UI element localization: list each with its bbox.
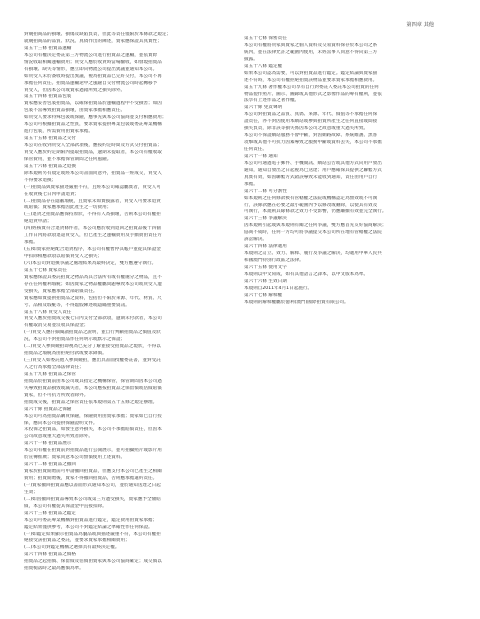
text-line: 第六十一條 拍賣品展示	[24, 441, 72, 447]
text-line: 賣家，但不可抗力所致者除外。	[24, 392, 89, 398]
text-line: 拍賣品於拍賣前由本公司或其指定之機構保管，保管期間因本公司過	[24, 378, 162, 384]
text-line: 生效；	[24, 489, 38, 495]
text-line: 第五十七條 賣家責任	[24, 267, 67, 273]
text-line: 或賠償；賣家應承擔因此產生之一切費用；	[24, 205, 112, 211]
text-line: 第六十四條 法律適用	[244, 244, 287, 250]
text-line: 第五十八條 鑑定權	[244, 63, 283, 69]
text-line: 第六十二條 拍賣品之撤回	[24, 462, 76, 468]
text-line: 拍賣品之瑕疵為由拒絕付款或要求降價。	[24, 351, 107, 357]
text-line: (一)買受人應仔細閱讀拍賣品之說明，並自行判斷拍賣品之價值及狀	[24, 330, 161, 336]
text-line: (一)賣家撤回拍賣品應以書面形式通知本公司，並於通知送達之日起	[24, 482, 161, 488]
text-line: 工作日內將款項退還買受人，但已產生之運輸費用及手續費由責任方	[24, 233, 162, 239]
text-line: 如買受人要求特殊包裝或保險，應事先與本公司協商並支付相應費用；	[24, 115, 167, 121]
text-line: 賣家應如實提供拍賣品之資料，包括但不限於來源、年代、材質、尺	[24, 295, 162, 301]
text-line: 鑑定結果僅供參考，本公司不對鑑定結論之準確性作任何保證。	[24, 524, 153, 530]
text-line: 因本規則引起或與本規則有關之任何爭議，雙方應首先友好協商解決；	[244, 223, 387, 229]
text-line: 協商不成時，任何一方均可將爭議提交本公司所在地有管轄權之法院	[244, 230, 382, 236]
text-line: 費用；拍賣開始後，賣家不得撤回拍賣品，否則應承擔違約責任。	[24, 476, 158, 481]
text-line: (三)買受人如委託他人參與競拍，應出具書面授權委託書，並對受託	[24, 358, 161, 364]
text-line: 述不符時，本公司有權拒絕拍賣該物品並要求賣家承擔相應費用。	[244, 77, 378, 83]
text-line: 本公司在收到買受人全部款項後，應按約定時間及方式交付拍賣品；	[24, 143, 162, 148]
text-line: 第五十九條 著作權本公司享有自行對委託人委託本公司拍賣的任何	[244, 84, 379, 90]
text-line: 第六十四條 拍賣品之價格	[24, 552, 76, 558]
text-line: 本規則自2011年4月1日起施行。	[244, 285, 313, 291]
text-line: 除本規則另有規定或經本公司書面同意外，拍賣品一經成交，買受人	[24, 170, 162, 176]
text-line: 受損失，賣家應承擔全部賠償責任。	[24, 288, 98, 294]
text-line: 情況收取相關運輸費用；買受人應於收貨時當場驗收，如發現拍賣品	[24, 59, 162, 65]
text-line: 可執行，本規則其餘條款之效力不受影響，仍應繼續有效並完全執行。	[244, 209, 387, 215]
text-line: (二)如因撤回拍賣品導致本公司或第三方遭受損失，賣家應予全額賠	[24, 496, 161, 502]
text-line: 本公司不保證網站服務不會中斷，對因網路故障、系統維護、黑客	[244, 133, 378, 139]
text-line: 本規則以中文寫成，如有其他語言之譯本，以中文版本為準。	[244, 271, 369, 277]
text-line: 訴訟解決。	[244, 237, 267, 243]
text-line: 第五十六條 拍賣品之退換	[24, 163, 76, 169]
text-line: 未投保之拍賣品，如發生意外損失，本公司不承擔賠償責任，但因本	[24, 427, 162, 433]
text-line: 存在任何權利瑕疵；如因賣家之物品權屬問題導致本公司或買受人遭	[24, 281, 162, 287]
text-line: 本公司對拍賣品之品質、真偽、來源、年代、價值等不承擔任何保	[244, 112, 378, 118]
text-line: 第五十七條 保密責任	[244, 36, 287, 41]
text-line: 第六十七條 解釋權	[244, 292, 283, 298]
text-line: 賣家應妥善包裝拍賣品，以確保拍賣品於運輸過程中不受損害；如因	[24, 101, 162, 107]
text-line: 物品製作照片、圖示、圖錄或其他形式之影像作品的專有權利，並依	[244, 91, 382, 97]
left-text-column	[24, 32, 222, 573]
text-line: 任何責任。	[244, 147, 267, 152]
text-line: 本規則的解釋權屬於億利(澳門)國際拍賣有限公司。	[244, 299, 349, 305]
text-line: 賣家於拍賣開始前可申請撤回拍賣品，但應支付本公司已產生之相關	[24, 469, 162, 475]
text-line: 如本規則之任何條款被有管轄權之法院或機構認定為無效或不可執	[244, 195, 378, 201]
text-line: 拍賣成交後，拍賣品之保管責任依本規則第五十五條之規定辦理。	[24, 399, 158, 405]
text-line: 本公司可委託專業機構對拍賣品進行鑑定，鑑定費用由賣家承擔；	[24, 517, 158, 523]
text-line: 賣家應保證其委託拍賣之物品為其合法所有或有權處分之物品，且不	[24, 274, 162, 280]
text-line: 攻擊或其他不可抗力因素導致之服務中斷或資料丟失，本公司不承擔	[244, 140, 382, 146]
text-line: 真實有效，如因聯繫方式錯誤導致未能收到通知，責任由用戶自行	[244, 174, 378, 180]
text-line: 第六十條 拍賣品之保險	[24, 406, 72, 412]
text-line: 第五十八條 買受人責任	[24, 309, 72, 315]
text-line: 如買受人未於簽收時提出異議，視為拍賣品已完好交付，本公司不再	[24, 73, 162, 79]
text-line: 損失負責，除非該等損失係因本公司之故意或重大過失所致。	[244, 126, 369, 132]
text-line: 本公司可根據拍賣品之性質，要求賣家提供專業包裝或委託專業機構	[24, 122, 162, 128]
text-line: 買受人應於約定期限內提取拍賣品，逾期未提取者，本公司有權收取	[24, 149, 162, 155]
text-line: 第五十四條 拍賣品包裝	[24, 94, 72, 100]
text-line: 本公司有權決定委託第三方物流公司進行拍賣品之運輸，並依實際	[24, 52, 158, 58]
text-line: 第六十三條 爭議解決	[244, 216, 287, 222]
text-line: (二)拍賣品存在隱蔽瑕疵，且賣家未如實披露者，買受人可要求退貨	[24, 198, 161, 204]
text-line: 進行包裝，所需費用由賣家承擔。	[24, 129, 93, 135]
text-line: 如果本公司認為需要，可以對拍賣品進行鑑定。鑑定結論與賣家描	[244, 70, 378, 76]
text-line: (四)經核實符合退貨條件者，本公司應於收到退回之拍賣品後十四個	[24, 226, 161, 232]
text-line: 第六十六條 生效日期	[244, 278, 287, 284]
text-line: 絕接受該拍賣品之委託，並要求賣家承擔相關費用；	[24, 538, 130, 544]
text-line: 行，該條款應在必要之最小範圍內予以修改或刪除，以使其有效及	[244, 202, 378, 208]
text-line: 承擔。	[24, 240, 38, 246]
text-line: 第六十五條 使用文字	[244, 264, 287, 270]
text-line: 本公司有權在拍賣前對拍賣品進行公開展示，並可拍攝照片或影片用	[24, 448, 162, 454]
text-line: 承擔。	[244, 181, 258, 187]
text-line: 保管費用，並不承擔保管期間之任何風險。	[24, 156, 112, 162]
text-line: 失導致拍賣品損毀或滅失者，本公司應按拍賣品之保留價或估價賠償	[24, 385, 162, 391]
text-line: 第五十九條 拍賣品之保管	[24, 371, 76, 377]
text-line: (一)如鑑定結果顯示拍賣品為贗品或與描述嚴重不符，本公司有權拒	[24, 531, 161, 537]
text-line: 本公司有權將買家與賣家之個人資料及交易資料保存於本公司之系	[244, 42, 378, 48]
running-header: 第四章 其他	[406, 22, 434, 28]
text-line: 中扣除相應款項以賠償買受人之損失；	[24, 254, 103, 259]
text-line: 通知，通知自發出之日起視為已送達；用戶應確保其提供之聯繫方式	[244, 167, 382, 173]
text-line: 有損壞、缺失等情形，應立即向物流公司提出異議並通知本公司。	[24, 66, 158, 72]
text-line: 第六十三條 拍賣品之鑑定	[24, 510, 76, 516]
text-line: 買受人應於拍賣成交後七日內支付全部款項，逾期未付款者，本公司	[24, 316, 162, 322]
text-line: 第六十一條 通知	[244, 153, 278, 159]
text-line: 和國澳門特別行政區之法律。	[244, 258, 304, 263]
text-line: 拍賣槌落時之最高應價為準。	[24, 566, 84, 572]
text-line: (六)本公司對退換爭議之處理結果為最終決定，雙方應遵守執行。	[24, 260, 157, 266]
text-line: (二)買受人參與競拍即視為已充分了解並接受拍賣品之現狀，不得以	[24, 344, 161, 350]
text-line: 絕退貨申請；	[24, 219, 52, 225]
text-line: 第六十條 免責聲明	[244, 105, 283, 111]
text-line: 於宣傳推廣；賣家同意本公司無償使用上述資料。	[24, 455, 126, 461]
text-line: 保，應向本公司提供保險證明文件。	[24, 420, 98, 426]
text-line: 對競拍商品的損壞、損傷及缺陷負責，但此等責任僅限於本條款之規定；	[24, 32, 172, 37]
text-line: 就競拍商品的品質、狀況、真偽作出的陳述，賣家應保證其真實性；	[24, 38, 162, 44]
text-line: 第五十五條 拍賣品之交付	[24, 136, 76, 142]
text-line: 本公司可為拍賣品購買保險，保險費用由賣家承擔；賣家如已自行投	[24, 413, 162, 419]
text-line: 承擔任何責任。拍賣品運輸途中之風險自交付物流公司時起轉移予	[24, 80, 158, 86]
text-line: 第六十二條 可分割性	[244, 188, 287, 194]
text-line: 法享有上述作品之著作權。	[244, 98, 300, 104]
text-line: 本規則之訂立、效力、解釋、履行及爭議之解決，均適用中華人民共	[244, 251, 382, 257]
text-line: 證責任，亦不對因使用本網站或參與拍賣所產生之任何直接或間接	[244, 119, 378, 125]
text-line: (一)拍賣品與賣家描述嚴重不符，且經本公司確認屬實者，買受人可	[24, 184, 161, 190]
text-line: 不得要求退換；	[24, 177, 57, 183]
text-line: 包裝不當導致拍賣品損壞，由賣家承擔相應責任。	[24, 108, 126, 114]
text-line: 在收貨後七日內申請退貨；	[24, 191, 80, 197]
text-line: 人之行為承擔全部法律責任；	[24, 365, 84, 370]
text-line: 買受人，但因本公司或賣家過錯所致之損失除外。	[24, 87, 126, 93]
text-line: 況，本公司不對拍賣品作任何明示或默示之保證；	[24, 337, 126, 343]
text-line: (五)如賣家拒絕配合退貨程序，本公司有權暫停其帳戶並從其保證金	[24, 247, 161, 253]
right-text-column	[244, 36, 442, 307]
text-line: 寸、品相及瑕疵等，不得虛假陳述或隱瞞重要資訊。	[24, 302, 130, 308]
text-line: (三)退貨之拍賣品應保持原狀，不得有人為損壞，否則本公司有權拒	[24, 212, 161, 218]
text-line: 公司故意或重大過失所致者除外。	[24, 434, 93, 440]
text-line: 償，本公司有權從其保證金中直接扣除。	[24, 503, 107, 509]
text-line: (二)本公司對鑑定機構之選擇具有最終決定權。	[24, 545, 120, 551]
text-line: 統內，並在法律允許之範圍內使用，未經當事人同意不得向第三方	[244, 49, 378, 55]
text-line: 拍賣品之起拍價、保留價及估價由賣家與本公司協商確定；成交價以	[24, 559, 162, 565]
text-line: 披露。	[244, 56, 258, 62]
text-line: 有權取消交易並沒收其保證金；	[24, 323, 89, 329]
text-line: 本公司可通過電子郵件、手機簡訊、網站公告或其他方式向用戶發出	[244, 160, 382, 166]
text-line: 第五十三條 拍賣品運輸	[24, 45, 72, 51]
